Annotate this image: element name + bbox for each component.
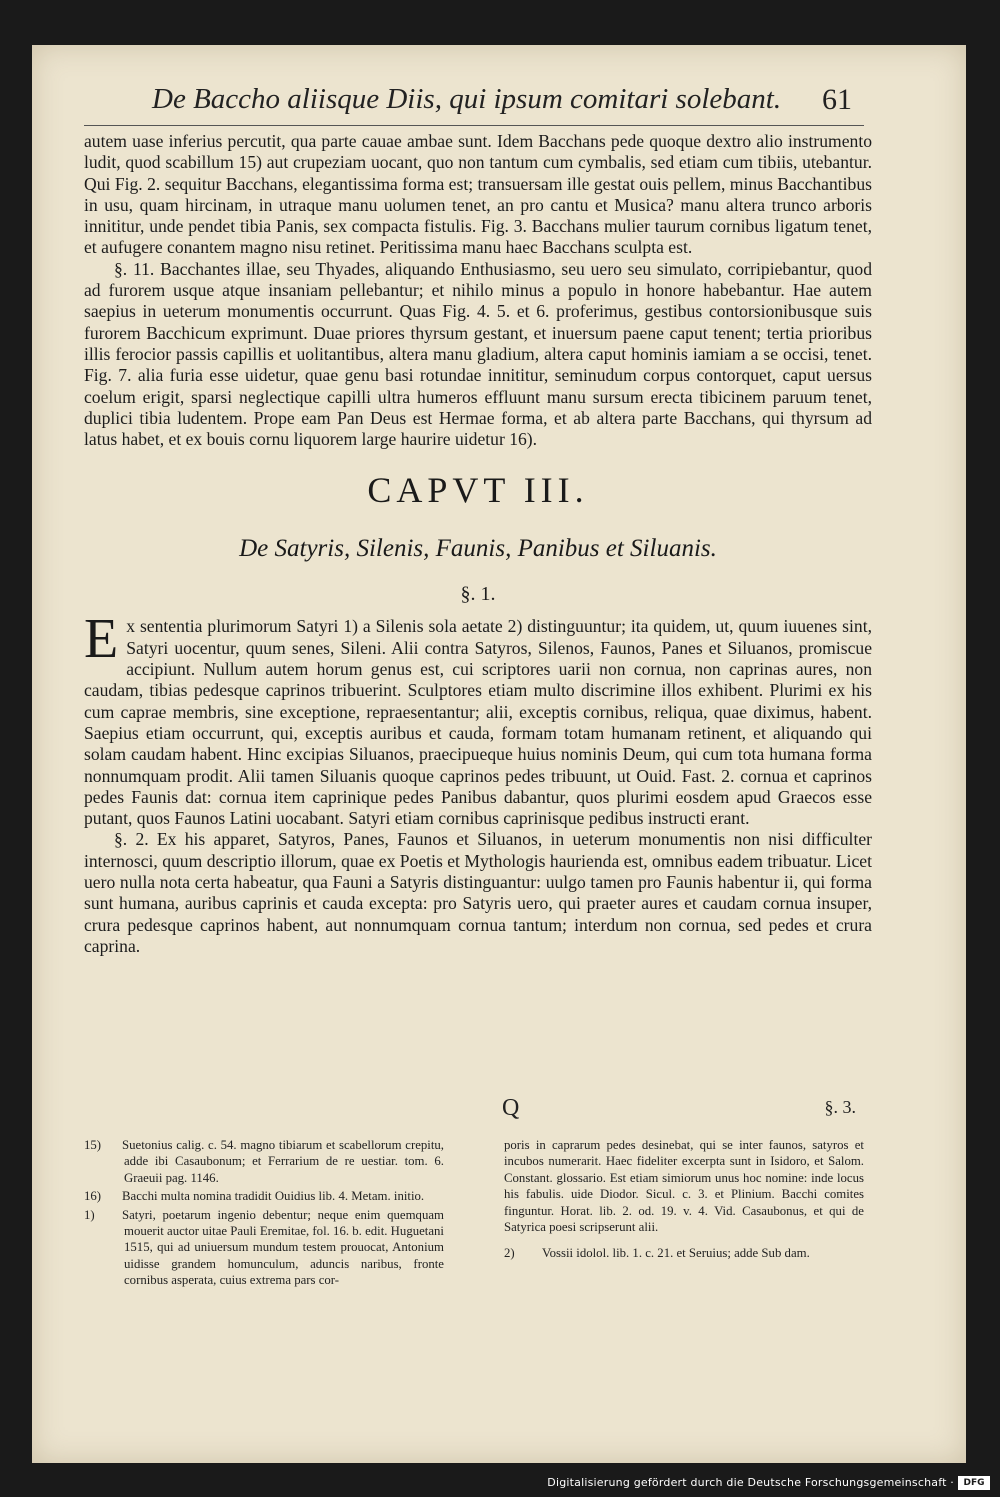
footnote: [504, 1245, 864, 1261]
dfg-logo: DFG: [958, 1476, 990, 1490]
book-page: [32, 45, 966, 1463]
running-head: De Baccho aliisque Diis, qui ipsum comitari solebant.: [152, 83, 782, 115]
footnote-text: poris in caprarum pedes desinebat, qui se inter faunos, satyros et incubos numerarit. Haec fideliter excerpta sunt in Isidoro, et Salom. Constant. glossario. Est etiam simiorum unus hoc nomine: inde locus his fabulis. uide Diodor. Sicul. c. 3. et Plinium. Bacchi comites finguntur. Horat. lib. 2. od. 19. v. 4. Vid. Casaubonus, et qui de Satyrica poesi scripserunt alii.: [504, 1138, 864, 1235]
page-number: 61: [822, 83, 852, 116]
footnote-number: 1): [84, 1207, 95, 1222]
page-header: [32, 83, 966, 123]
paragraph-4: §. 2. Ex his apparet, Satyros, Panes, Faunos et Siluanos, in ueterum monumentis non nisi difficulter internosci, quum descriptio illorum, quae ex Poetis et Mythologis haurienda est, omnibus eadem tribuatur. Licet uero nulla nota certa habeatur, qua Fauni a Satyris distinguantur: uulgo tamen pro Faunis habentur ii, qui forma sunt humana, auribus caprinis et cauda excepta: pro Satyris uero, qui praeter aures et caudam cornua insuper, crura pedesque caprinos habent, aut nonnumquam cornua tantum; interdum non cornua, sed pedes et crura caprina.: [84, 829, 872, 956]
paragraph-1: autem uase inferius percutit, qua parte cauae ambae sunt. Idem Bacchans pede quoque dextro alio instrumento ludit, quod scabillum 15) aut crupeziam uocant, quo non tantum cum cymbalis, sed etiam cum tibiis, utebantur. Qui Fig. 2. sequitur Bacchans, elegantissima forma est; transuersam ille gestat ouis pellem, minus Bacchantibus in usu, quam hircinam, in utraque manu uolumen tenet, an pro cantu et Musica? manu altera trunco arboris innititur, unde pendet tibia Panis, sex compacta fistulis. Fig. 3. Bacchans mulier taurum cornibus ligatum tenet, et aufugere conantem magno nisu retinet. Peritissima manu haec Bacchans sculpta est.: [84, 131, 872, 258]
attribution-footer: [0, 1476, 1000, 1494]
paragraph-2: §. 11. Bacchantes illae, seu Thyades, aliquando Enthusiasmo, seu uero seu simulato, corripiebantur, quod ad furorem usque atque insaniam pellebantur; et nihilo minus a populo in honore habebantur. Hae autem saepius in ueterum monumentis occurrunt. Quas Fig. 4. 5. et 6. proferimus, gestibus contorsionibusque suis furorem Bacchicum exprimunt. Duae priores thyrsum gestant, et inuersum paene caput tenent; tertia prioribus illis ferocior passis capillis et uolitantibus, altera manu gladium, altera caput hominis iamiam a se occisi, tenet. Fig. 7. alia furia esse uidetur, quae genu basi rotundae innititur, seminudum corpus contorquet, caput uersus coelum erigit, sparsi neglectique capilli ultra humeros effluunt manu sursum erecta tibicinem paruum tenet, duplici tibia ludentem. Prope eam Pan Deus est Hermae forma, et ab altera parte Bacchans, qui thyrsum ad latus habet, et ex bouis cornu liquorem large haurire uidetur 16).: [84, 258, 872, 450]
footnote-number: 16): [84, 1189, 102, 1204]
chapter-subtitle: De Satyris, Silenis, Faunis, Panibus et Siluanis.: [239, 535, 717, 563]
footnote: [84, 1137, 444, 1186]
footnote-number: 2): [504, 1246, 515, 1261]
footnote-text: Bacchi multa nomina tradidit Ouidius lib. 4. Metam. initio.: [122, 1189, 425, 1204]
footnote: [84, 1188, 444, 1204]
header-rule: [84, 125, 864, 126]
drop-cap: E: [84, 608, 119, 671]
paragraph-3: [84, 608, 872, 829]
footnote-text: Vossii idolol. lib. 1. c. 21. et Seruius; adde Sub dam.: [542, 1246, 810, 1261]
footnote: [84, 1207, 444, 1289]
footnote-continuation: [504, 1137, 864, 1235]
signature-mark: Q: [502, 1095, 520, 1121]
footnote-text: Suetonius calig. c. 54. magno tibiarum et scabellorum crepitu, adde ibi Casaubonum; et Ferrarium de re uestiar. tom. 6. Graeuii pag. 1146.: [122, 1138, 444, 1185]
chapter-title: CAPVT III.: [367, 470, 589, 511]
catchword: §. 3.: [824, 1097, 856, 1117]
footnote-text: Satyri, poetarum ingenio debentur; neque enim quemquam mouerit auctor uitae Pauli Eremitae, fol. 16. b. edit. Huguetani 1515, qui ad uniuersum mundum testem prouocat, Antonium uidisse grandem homunculum, aduncis naribus, fronte cornibus asperata, cuius extrema pars cor-: [122, 1207, 444, 1288]
main-text: [84, 131, 872, 957]
section-mark: §. 1.: [460, 583, 496, 606]
footnote-number: 15): [84, 1138, 102, 1152]
footnotes-right-column: [504, 1137, 864, 1264]
funding-credit: Digitalisierung gefördert durch die Deutsche Forschungsgemeinschaft ·: [547, 1476, 954, 1489]
paragraph-3-text: x sententia plurimorum Satyri 1) a Silenis sola aetate 2) distinguuntur; ita quidem, ut, quum iuuenes sint, Satyri uocentur, quum senes, Sileni. Alii contra Satyros, Silenos, Faunos, Panes et Siluanos, promiscue accipiunt. Nullum autem horum genus est, cui scriptores uarii non cornua, non caprinas aures, non caudam, tibias pedesque caprinos tribuerint. Sculptores etiam multo discrimine illos exhibent. Plurimi ex his cum caprae membris, sine exceptione, repraesentantur; alii, exceptis cornibus, reliqua, quae diximus, habent. Saepius etiam occurrunt, qui, exceptis auribus et cauda, formam totam humanam retinent, et aliquando qui solam caudam habent. Hinc excipias Siluanos, praecipueque huius nominis Deum, qui cum tota humana forma nonnumquam prodit. Alii tamen Siluanis quoque caprinos pedes tribuunt, ut Ouid. Fast. 2. cornua et caprinos pedes Faunis dat: cornua item caprinique pedes Panibus dabantur, quos plurimi eosdem apud Graecos esse putant, quos Faunos Latini uocabant. Satyri etiam cornibus caprinisque pedibus instructi erant.: [84, 616, 872, 829]
catchword-line: [32, 1095, 966, 1125]
footnotes-left-column: [84, 1137, 444, 1291]
